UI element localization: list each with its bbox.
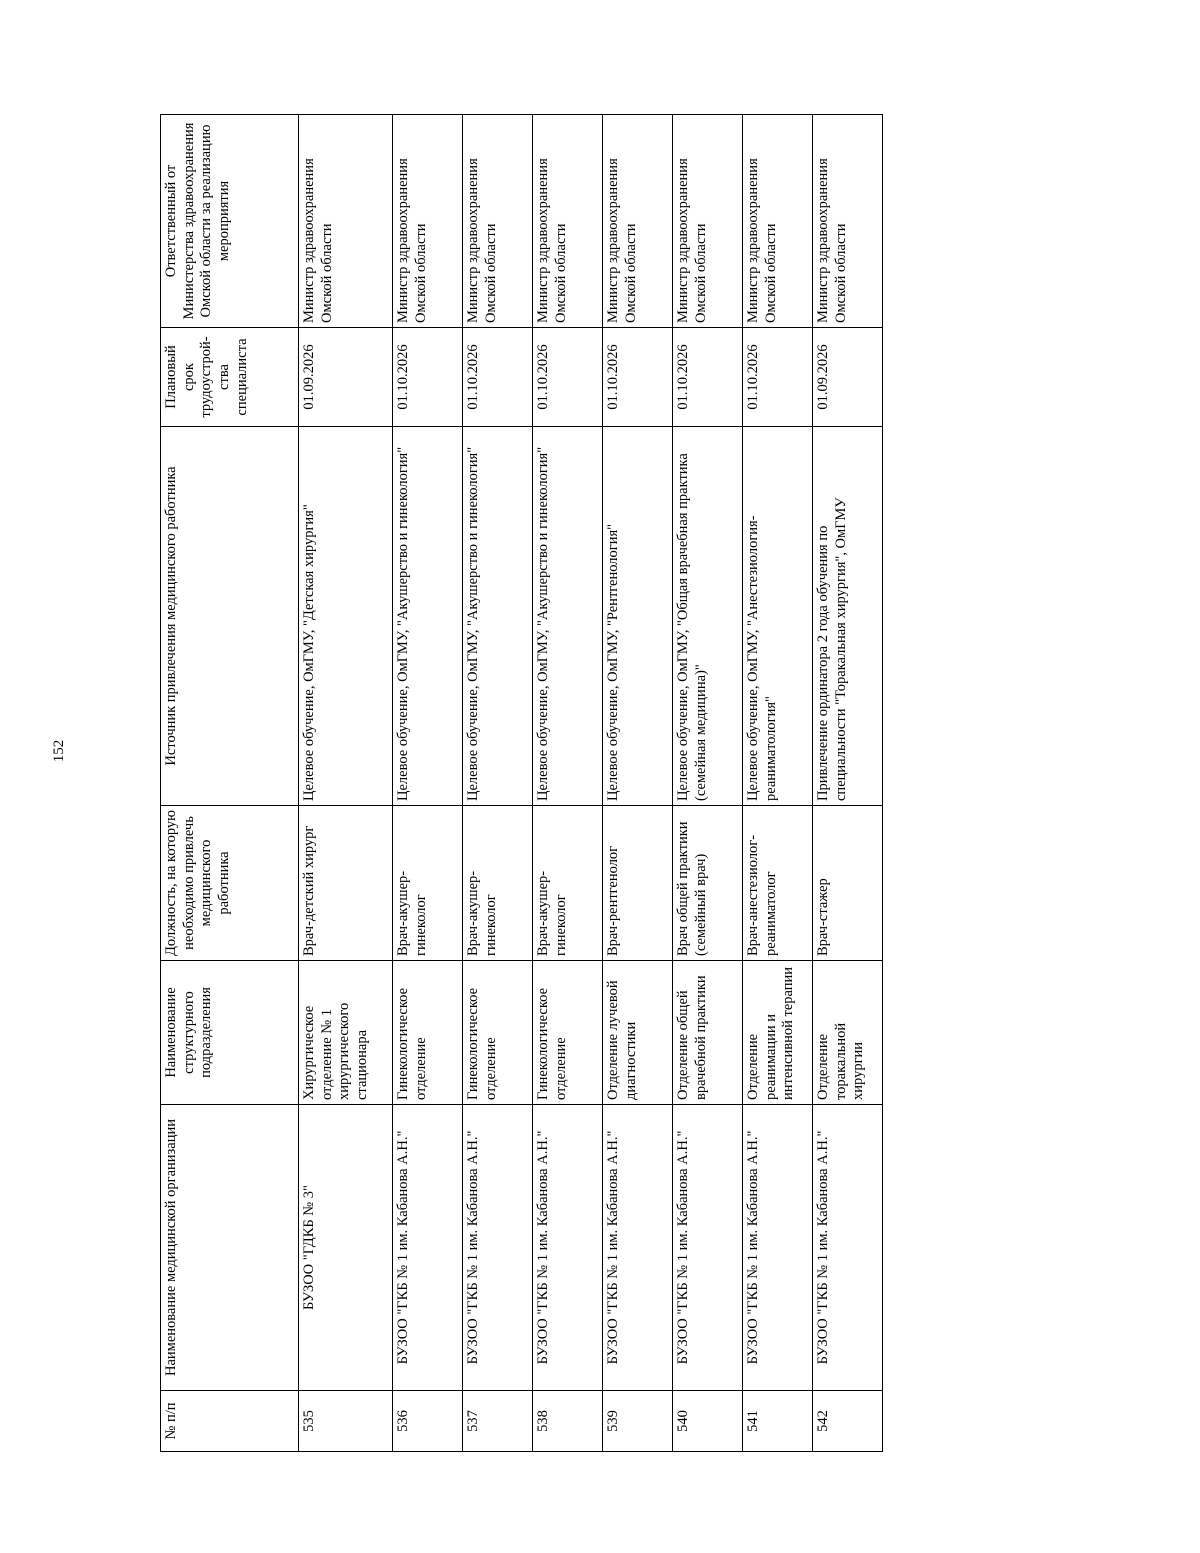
cell-position: Врач-акушер-гинеколог <box>393 806 463 961</box>
cell-position: Врач-рентгенолог <box>603 806 673 961</box>
cell-responsible: Министр здравоохранения Омской области <box>393 115 463 328</box>
cell-responsible: Министр здравоохранения Омской области <box>299 115 393 328</box>
cell-dept: Гинекологическое отделение <box>533 961 603 1105</box>
cell-num: 540 <box>673 1391 743 1452</box>
cell-date: 01.10.2026 <box>743 328 813 427</box>
cell-org: БУЗОО "ГКБ № 1 им. Кабанова А.Н." <box>743 1105 813 1391</box>
header-position: Должность, на которую необходимо привлечь медицинского работника <box>161 806 299 961</box>
table-row <box>299 115 393 1452</box>
table-container <box>160 115 880 1452</box>
cell-org: БУЗОО "ГДКБ № 3" <box>299 1105 393 1391</box>
cell-date: 01.10.2026 <box>673 328 743 427</box>
cell-responsible: Министр здравоохранения Омской области <box>533 115 603 328</box>
header-source: Источник привлечения медицинского работника <box>161 427 299 806</box>
table-header-row <box>161 115 299 1452</box>
cell-source: Целевое обучение, ОмГМУ, "Детская хирургия" <box>299 427 393 806</box>
table-row <box>673 115 743 1452</box>
cell-responsible: Министр здравоохранения Омской области <box>603 115 673 328</box>
cell-source: Привлечение ординатора 2 года обучения по специальности "Торакальная хирургия", ОмГМУ <box>813 427 883 806</box>
cell-date: 01.10.2026 <box>533 328 603 427</box>
cell-position: Врач общей практики (семейный врач) <box>673 806 743 961</box>
cell-date: 01.09.2026 <box>813 328 883 427</box>
cell-dept: Гинекологическое отделение <box>463 961 533 1105</box>
cell-org: БУЗОО "ГКБ № 1 им. Кабанова А.Н." <box>813 1105 883 1391</box>
cell-org: БУЗОО "ГКБ № 1 им. Кабанова А.Н." <box>603 1105 673 1391</box>
header-org: Наименование медицинской организации <box>161 1105 299 1391</box>
cell-date: 01.09.2026 <box>299 328 393 427</box>
cell-position: Врач-детский хирург <box>299 806 393 961</box>
table-row <box>743 115 813 1452</box>
cell-position: Врач-анестезиолог-реаниматолог <box>743 806 813 961</box>
cell-source: Целевое обучение, ОмГМУ, "Акушерство и гинекология" <box>393 427 463 806</box>
cell-dept: Отделение торакальной хирургии <box>813 961 883 1105</box>
cell-source: Целевое обучение, ОмГМУ, "Акушерство и гинекология" <box>463 427 533 806</box>
table-row <box>463 115 533 1452</box>
cell-num: 536 <box>393 1391 463 1452</box>
cell-position: Врач-стажер <box>813 806 883 961</box>
table-row <box>813 115 883 1452</box>
cell-dept: Гинекологическое отделение <box>393 961 463 1105</box>
cell-date: 01.10.2026 <box>603 328 673 427</box>
cell-num: 542 <box>813 1391 883 1452</box>
cell-num: 539 <box>603 1391 673 1452</box>
header-responsible: Ответственный от Министерства здравоохранения Омской области за реализацию мероприятия <box>161 115 299 328</box>
cell-source: Целевое обучение, ОмГМУ, "Общая врачебная практика (семейная медицина)" <box>673 427 743 806</box>
header-date: Плановый срок трудоустрой-ства специалиста <box>161 328 299 427</box>
cell-org: БУЗОО "ГКБ № 1 им. Кабанова А.Н." <box>673 1105 743 1391</box>
header-num: № п/п <box>161 1391 299 1452</box>
cell-responsible: Министр здравоохранения Омской области <box>743 115 813 328</box>
page-number: 152 <box>50 739 67 763</box>
staffing-table <box>160 114 883 1452</box>
cell-date: 01.10.2026 <box>463 328 533 427</box>
cell-num: 541 <box>743 1391 813 1452</box>
table-row <box>603 115 673 1452</box>
cell-num: 535 <box>299 1391 393 1452</box>
cell-date: 01.10.2026 <box>393 328 463 427</box>
cell-position: Врач-акушер-гинеколог <box>533 806 603 961</box>
table-row <box>393 115 463 1452</box>
cell-dept: Отделение лучевой диагностики <box>603 961 673 1105</box>
cell-dept: Отделение общей врачебной практики <box>673 961 743 1105</box>
cell-num: 537 <box>463 1391 533 1452</box>
cell-num: 538 <box>533 1391 603 1452</box>
cell-responsible: Министр здравоохранения Омской области <box>813 115 883 328</box>
cell-dept: Отделение реанимации и интенсивной терапии <box>743 961 813 1105</box>
cell-org: БУЗОО "ГКБ № 1 им. Кабанова А.Н." <box>393 1105 463 1391</box>
header-dept: Наименование структурного подразделения <box>161 961 299 1105</box>
cell-org: БУЗОО "ГКБ № 1 им. Кабанова А.Н." <box>463 1105 533 1391</box>
cell-source: Целевое обучение, ОмГМУ, "Рентгенология" <box>603 427 673 806</box>
cell-position: Врач-акушер-гинеколог <box>463 806 533 961</box>
cell-dept: Хирургическое отделение № 1 хирургического стационара <box>299 961 393 1105</box>
cell-source: Целевое обучение, ОмГМУ, "Анестезиология-реаниматология" <box>743 427 813 806</box>
cell-source: Целевое обучение, ОмГМУ, "Акушерство и гинекология" <box>533 427 603 806</box>
table-row <box>533 115 603 1452</box>
cell-responsible: Министр здравоохранения Омской области <box>463 115 533 328</box>
cell-responsible: Министр здравоохранения Омской области <box>673 115 743 328</box>
cell-org: БУЗОО "ГКБ № 1 им. Кабанова А.Н." <box>533 1105 603 1391</box>
